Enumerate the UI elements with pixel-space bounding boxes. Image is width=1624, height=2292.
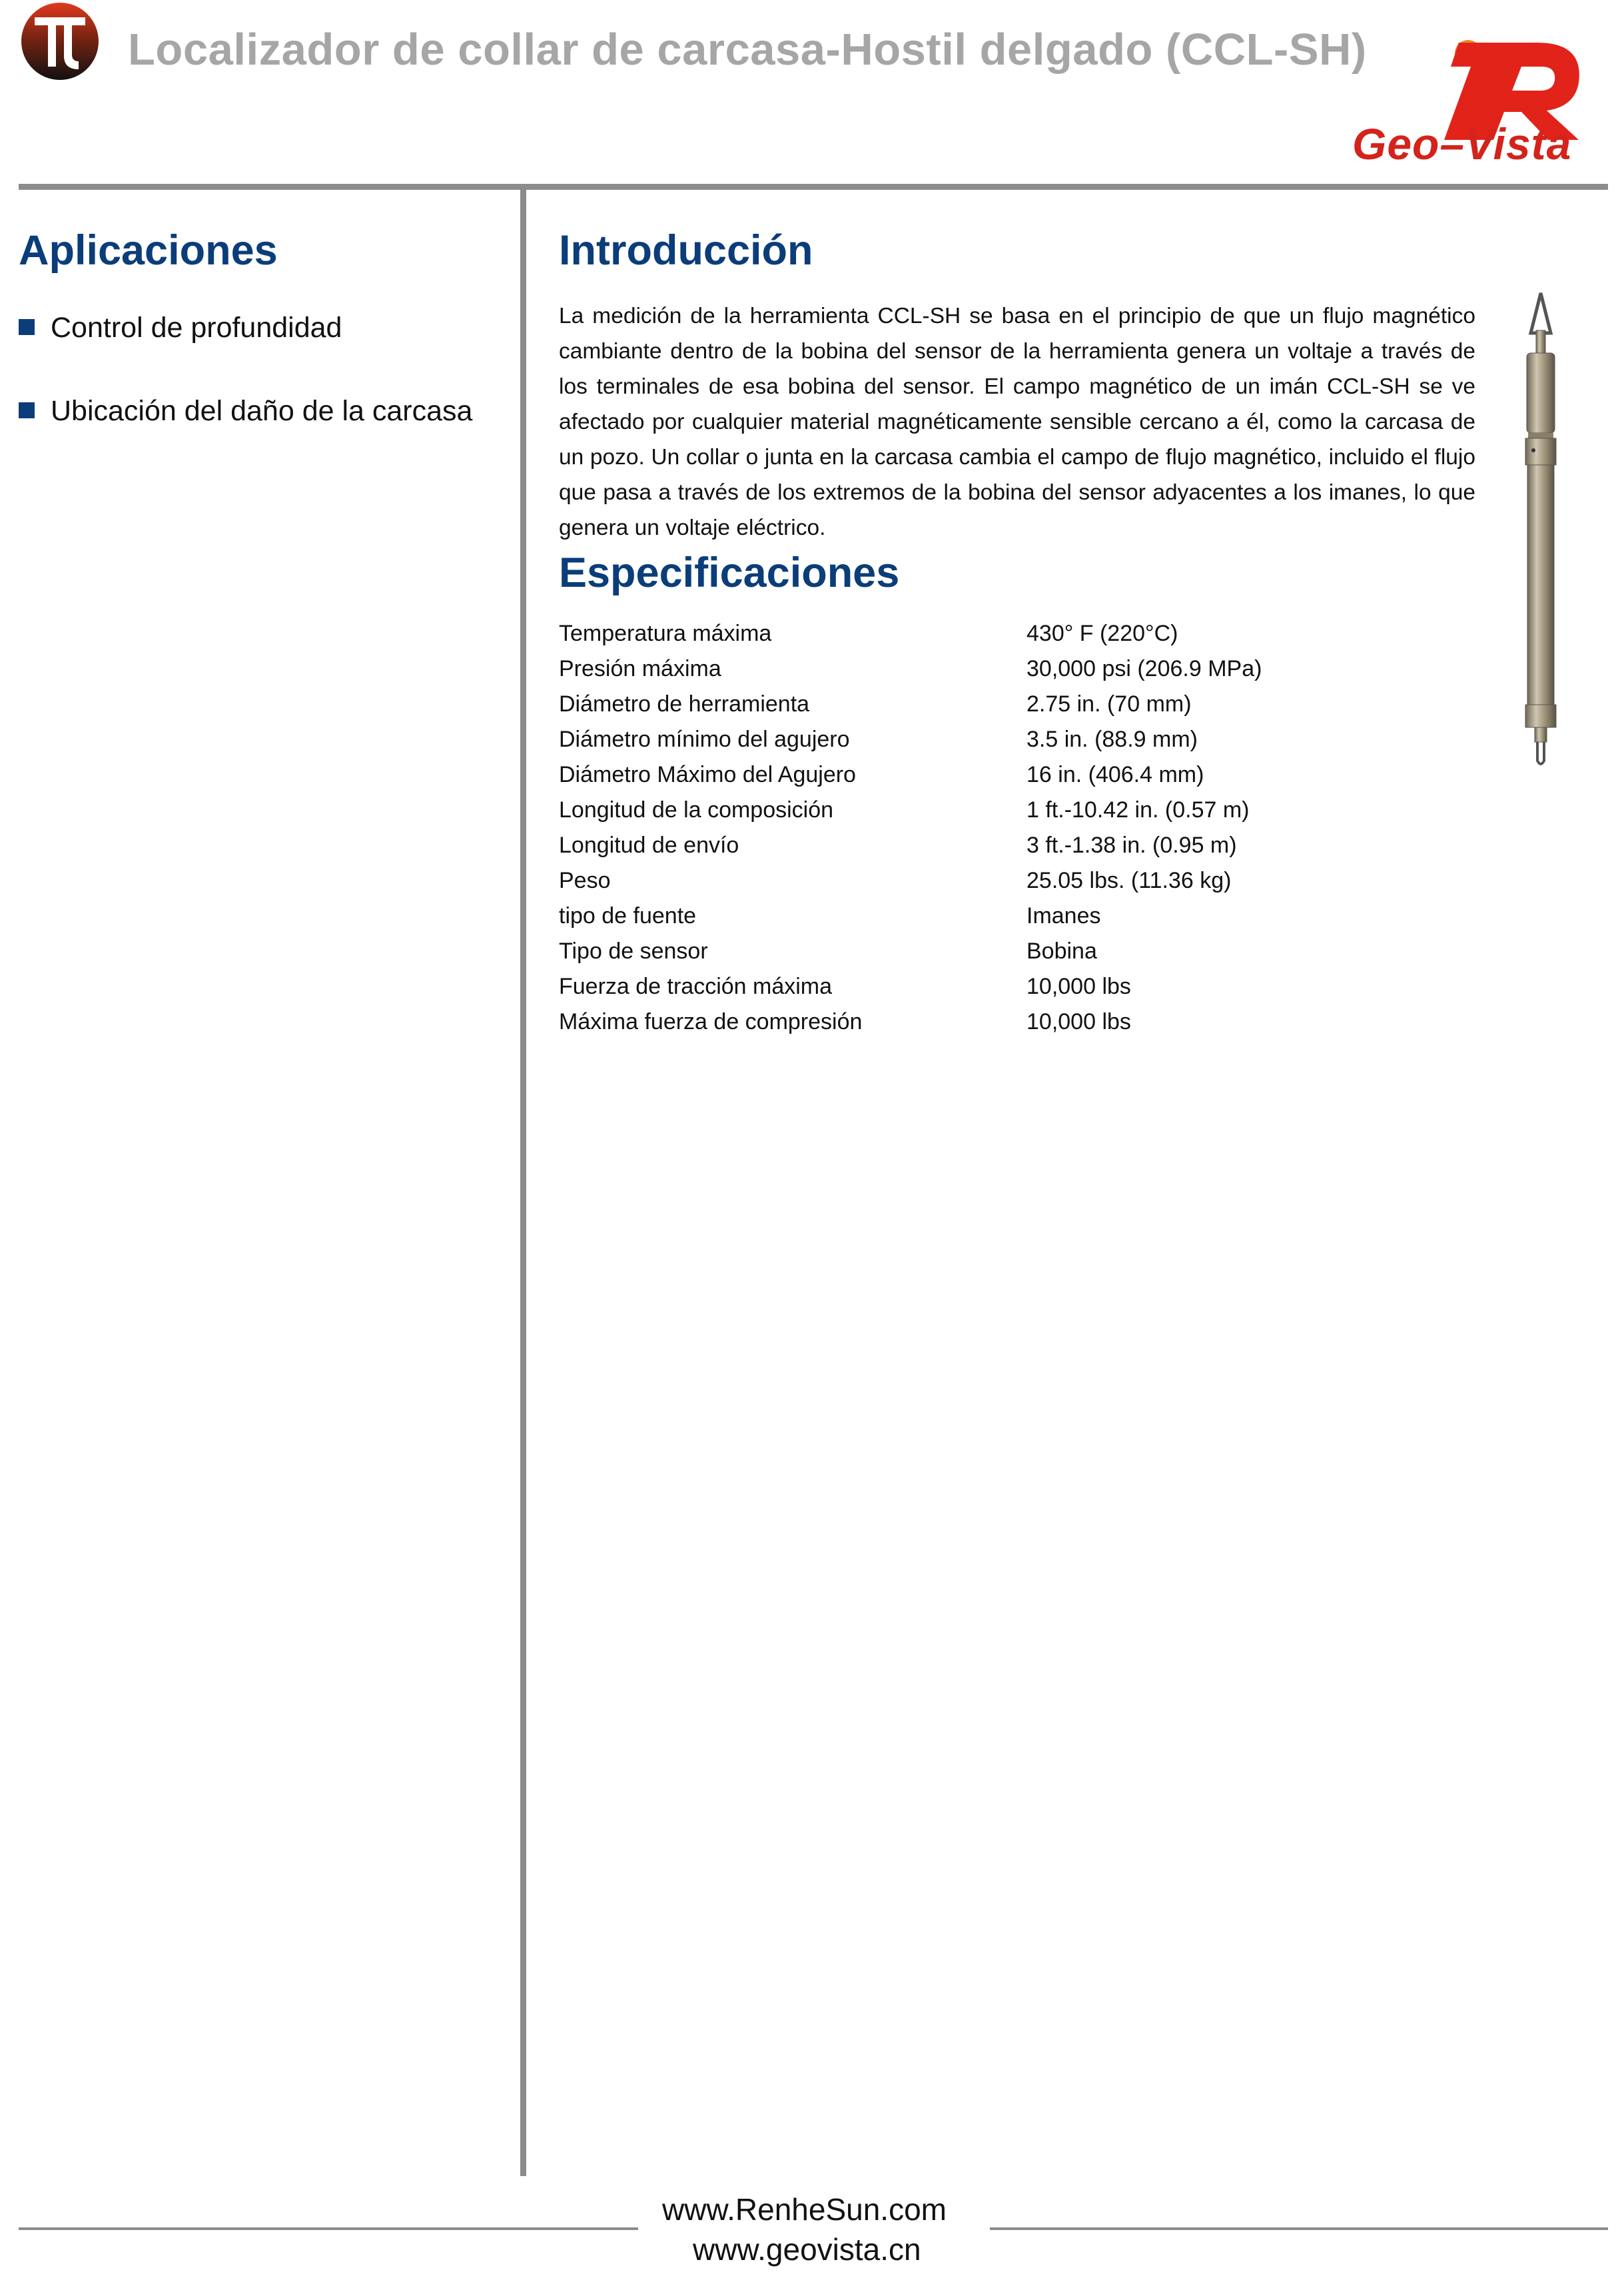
spec-value: 2.75 in. (70 mm) xyxy=(1026,691,1192,717)
introduction-heading: Introducción xyxy=(559,227,813,274)
spec-label: Diámetro Máximo del Agujero xyxy=(559,762,856,787)
spec-value: 25.05 lbs. (11.36 kg) xyxy=(1026,868,1232,893)
ccl-tool-icon xyxy=(1517,290,1564,770)
spec-label: Temperatura máxima xyxy=(559,621,772,646)
table-row xyxy=(559,797,1358,833)
table-row xyxy=(559,833,1358,868)
table-row xyxy=(559,1009,1358,1044)
spec-label: Presión máxima xyxy=(559,656,721,681)
specifications-heading: Especificaciones xyxy=(559,550,900,596)
table-row xyxy=(559,621,1358,656)
spec-value: 30,000 psi (206.9 MPa) xyxy=(1026,656,1262,681)
spec-value: Bobina xyxy=(1026,939,1097,964)
introduction-paragraph: La medición de la herramienta CCL-SH se basa en el principio de que un flujo magnético cambiante dentro de la bobina del sensor de la herramienta genera un voltaje a través de los terminales de esa bobina del sensor. El campo magnético de un imán CCL-SH se ve afectado por cualquier material magnéticamente sensible cercano a él, como la carcasa de un pozo. Un collar o junta en la carcasa cambia el campo de flujo magnético, incluido el flujo que pasa a través de los extremos de la bobina del sensor adyacentes a los imanes, lo que genera un voltaje eléctrico. xyxy=(559,304,1475,540)
square-bullet-icon xyxy=(19,402,35,418)
header-divider xyxy=(19,184,1608,190)
table-row xyxy=(559,974,1358,1009)
spec-label: Longitud de la composición xyxy=(559,797,834,823)
specifications-table xyxy=(559,621,1358,1044)
spec-value: 430° F (220°C) xyxy=(1026,621,1178,646)
spec-label: Tipo de sensor xyxy=(559,939,708,964)
applications-heading: Aplicaciones xyxy=(19,227,278,274)
spec-label: tipo de fuente xyxy=(559,903,697,929)
footer-link-renhesun[interactable]: www.RenheSun.com xyxy=(662,2192,947,2227)
table-row xyxy=(559,727,1358,762)
spec-label: Longitud de envío xyxy=(559,833,739,858)
table-row xyxy=(559,762,1358,797)
spec-value: Imanes xyxy=(1026,903,1101,929)
spec-label: Peso xyxy=(559,868,611,893)
footer-divider-right xyxy=(990,2227,1608,2230)
list-item xyxy=(19,395,472,428)
square-bullet-icon xyxy=(19,319,35,335)
spec-label: Fuerza de tracción máxima xyxy=(559,974,833,999)
spec-label: Diámetro mínimo del agujero xyxy=(559,727,850,752)
spec-value: 3 ft.-1.38 in. (0.95 m) xyxy=(1026,833,1237,858)
table-row xyxy=(559,656,1358,691)
list-item-label: Control de profundidad xyxy=(51,312,342,344)
renhe-logo-icon xyxy=(19,0,101,83)
list-item-label: Ubicación del daño de la carcasa xyxy=(51,395,473,427)
spec-label: Diámetro de herramienta xyxy=(559,691,810,717)
column-divider xyxy=(520,190,526,2176)
spec-value: 10,000 lbs xyxy=(1026,1009,1131,1034)
spec-value: 1 ft.-10.42 in. (0.57 m) xyxy=(1026,797,1250,823)
spec-value: 10,000 lbs xyxy=(1026,974,1131,999)
brand-name: Geo–Vista xyxy=(1352,119,1572,169)
spec-label: Máxima fuerza de compresión xyxy=(559,1009,863,1034)
table-row xyxy=(559,868,1358,903)
spec-value: 3.5 in. (88.9 mm) xyxy=(1026,727,1198,752)
footer-link-geovista[interactable]: www.geovista.cn xyxy=(693,2232,921,2267)
table-row xyxy=(559,903,1358,939)
page-title: Localizador de collar de carcasa-Hostil delgado (CCL-SH) xyxy=(128,25,1367,75)
list-item xyxy=(19,312,342,344)
spec-value: 16 in. (406.4 mm) xyxy=(1026,762,1204,787)
table-row xyxy=(559,939,1358,974)
footer-divider-left xyxy=(19,2227,638,2230)
table-row xyxy=(559,691,1358,727)
